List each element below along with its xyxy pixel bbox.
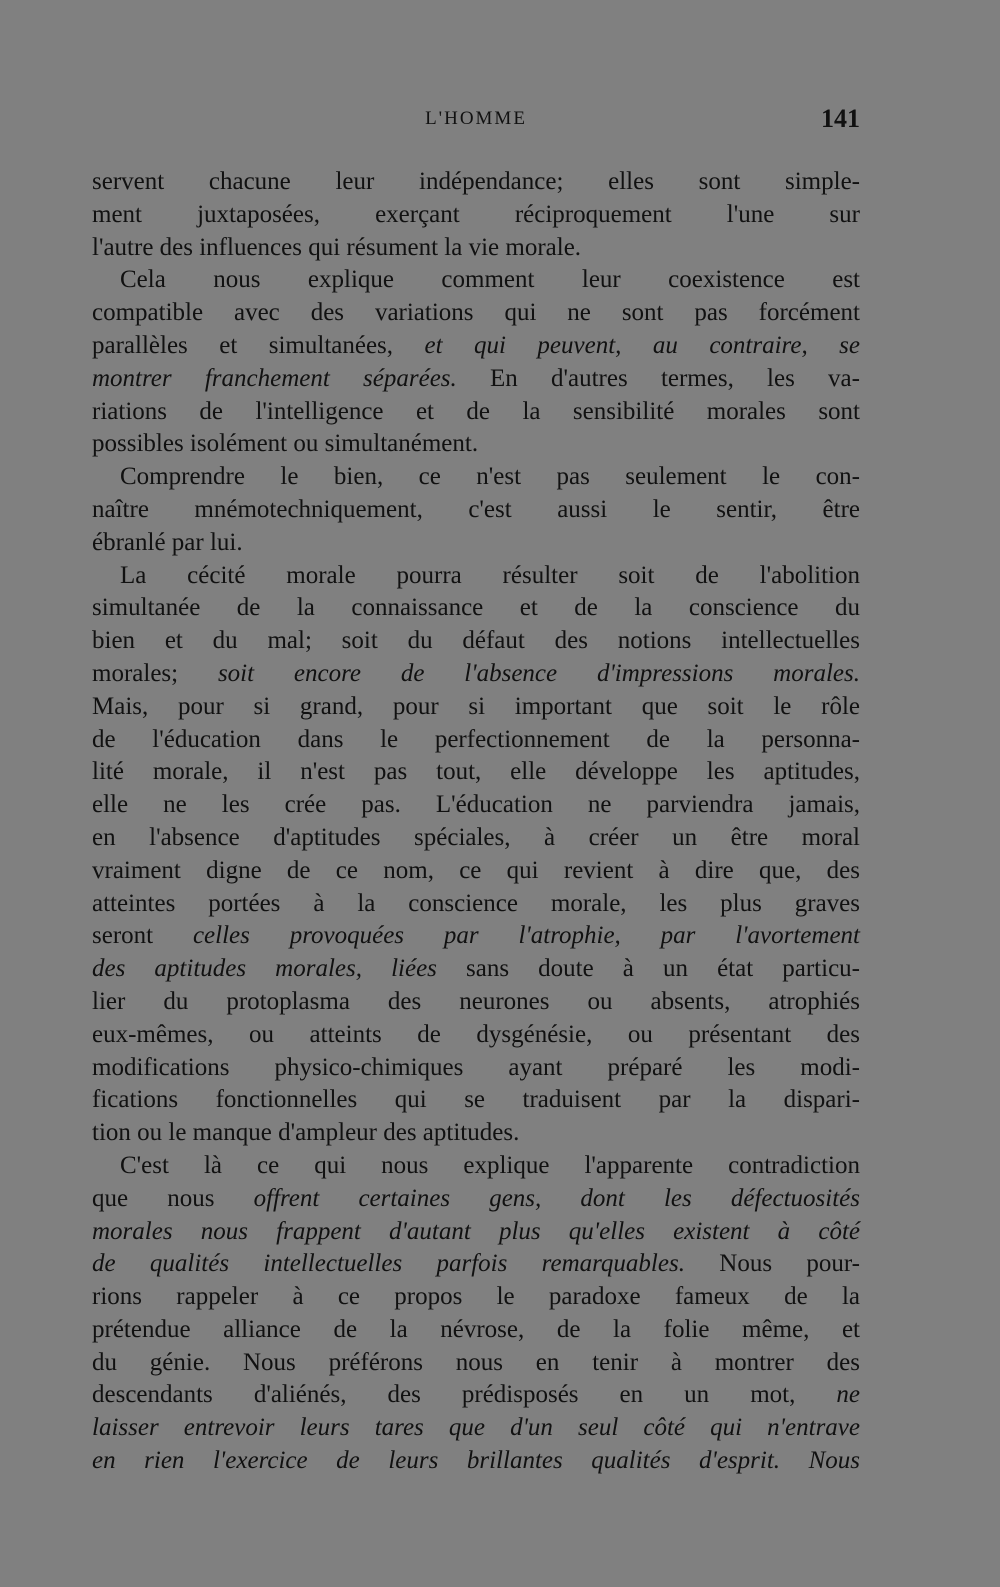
italic-segment: des aptitudes morales, liées [92,955,437,983]
text-segment: descendants d'aliénés, des prédisposés en un mot, [92,1381,837,1409]
text-segment: La cécité morale pourra résulter soit de l'abolition [120,561,860,589]
italic-segment: laisser entrevoir leurs tares que d'un seul côté qui n'entrave [92,1414,860,1442]
text-line [92,1412,860,1445]
text-line [92,264,860,297]
text-line [92,691,860,724]
italic-segment: ne [836,1381,860,1409]
text-segment: seront [92,922,193,950]
text-segment: possibles isolément ou simultanément. [92,430,479,458]
text-segment: morales; [92,659,218,687]
text-segment: parallèles et simultanées, [92,331,425,359]
italic-segment: morales nous frappent d'autant plus qu'elles existent à côté [92,1217,860,1245]
text-segment: lier du protoplasma des neurones ou absents, atrophiés [92,987,860,1015]
text-line [92,166,860,199]
text-line [92,855,860,888]
text-line [92,625,860,658]
text-segment: rions rappeler à ce propos le paradoxe fameux de la [92,1283,860,1311]
text-segment: Cela nous explique comment leur coexistence est [120,266,860,294]
text-segment: vraiment digne de ce nom, ce qui revient à dire que, des [92,856,860,884]
text-segment: servent chacune leur indépendance; elles sont simple- [92,168,860,195]
body-text [92,166,860,1478]
text-line [92,724,860,757]
text-line [92,428,860,461]
text-segment: En d'autres termes, les va- [456,364,860,392]
text-segment: ébranlé par lui. [92,528,243,556]
text-segment [780,1447,809,1474]
text-segment: Comprendre le bien, ce n'est pas seulement le con- [120,463,860,491]
italic-segment: Nous [808,1447,861,1475]
text-segment: naître mnémotechniquement, c'est aussi le sentir, être [92,495,860,523]
text-segment: lité morale, il n'est pas tout, elle développe les aptitudes, [92,758,860,786]
text-line [92,199,860,232]
text-line [92,888,860,921]
text-segment: en l'absence d'aptitudes spéciales, à créer un être moral [92,823,860,851]
text-line [92,1379,860,1412]
text-segment: elle ne les crée pas. L'éducation ne parviendra jamais, [92,791,860,819]
text-line [92,1052,860,1085]
text-line [92,1281,860,1314]
text-segment: du génie. Nous préférons nous en tenir à montrer des [92,1348,860,1376]
text-segment: prétendue alliance de la névrose, de la folie même, et [92,1315,860,1343]
text-line [92,527,860,560]
text-segment: tion ou le manque d'ampleur des aptitudes. [92,1119,520,1147]
text-line [92,297,860,330]
italic-segment: soit encore de l'absence d'impressions morales. [217,659,860,687]
text-line [92,953,860,986]
text-line [92,1150,860,1183]
text-line [92,592,860,625]
text-segment: l'autre des influences qui résument la vie morale. [92,233,582,261]
text-line [92,1117,860,1150]
text-line [92,1314,860,1347]
text-line [92,1347,860,1380]
text-segment: modifications physico-chimiques ayant préparé les modi- [92,1053,860,1081]
text-segment: compatible avec des variations qui ne sont pas forcément [92,299,860,327]
running-title: L'HOMME [425,108,527,129]
text-line [92,560,860,593]
text-segment: ment juxtaposées, exerçant réciproquement l'une sur [92,200,860,228]
text-segment: riations de l'intelligence et de la sensibilité morales sont [92,397,860,425]
text-line [92,1084,860,1117]
text-line [92,822,860,855]
page-number: 141 [821,104,860,133]
text-line [92,1445,860,1478]
text-segment: que nous [92,1184,254,1212]
text-line [92,789,860,822]
text-line [92,330,860,363]
text-segment: eux-mêmes, ou atteints de dysgénésie, ou présentant des [92,1020,860,1048]
text-segment: Nous pour- [684,1250,861,1278]
text-segment: sans doute à un état particu- [436,955,861,983]
text-line [92,756,860,789]
text-line [92,232,860,265]
italic-segment: et qui peuvent, au contraire, se [424,331,860,359]
italic-segment: montrer franchement séparées. [92,364,457,392]
text-segment: atteintes portées à la conscience morale, les plus graves [92,889,860,917]
text-segment: de l'éducation dans le perfectionnement de la personna- [92,725,860,753]
text-line [92,363,860,396]
italic-segment: offrent certaines gens, dont les défectuosités [253,1184,860,1212]
text-line [92,1216,860,1249]
text-line [92,494,860,527]
italic-segment: en rien l'exercice de leurs brillantes qualités d'esprit. [92,1447,781,1475]
italic-segment: celles provoquées par l'atrophie, par l'avortement [192,922,860,950]
text-line [92,658,860,691]
text-line [92,1248,860,1281]
italic-segment: de qualités intellectuelles parfois remarquables. [92,1250,685,1278]
text-segment: simultanée de la connaissance et de la conscience du [92,594,860,622]
text-segment: fications fonctionnelles qui se traduisent par la dispari- [92,1086,860,1114]
text-line [92,461,860,494]
text-line [92,1019,860,1052]
page-header [92,104,860,138]
text-segment: C'est là ce qui nous explique l'apparente contradiction [120,1151,860,1179]
text-segment: Mais, pour si grand, pour si important que soit le rôle [92,692,860,720]
text-segment: bien et du mal; soit du défaut des notions intellectuelles [92,627,860,655]
text-line [92,396,860,429]
text-line [92,1183,860,1216]
text-line [92,920,860,953]
text-line [92,986,860,1019]
